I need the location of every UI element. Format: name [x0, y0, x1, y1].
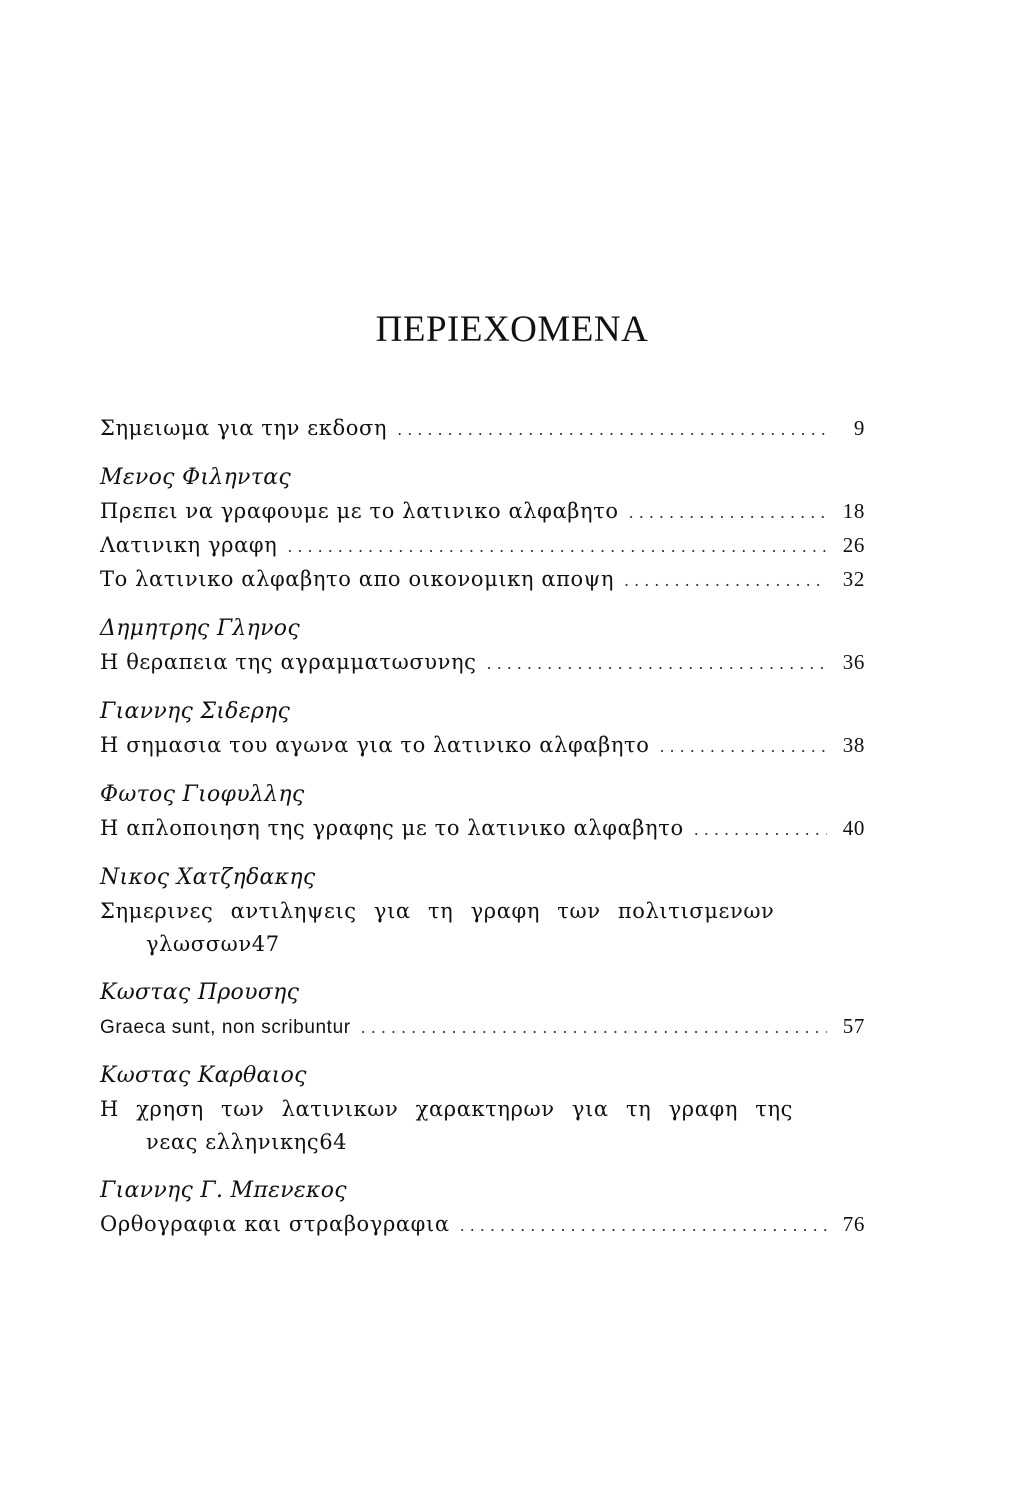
toc-entry-page: 47 — [251, 932, 280, 956]
toc-entry-title: Η χρηση των λατινικων χαρακτηρων για τη γραφη της — [100, 1097, 794, 1121]
toc-section — [100, 461, 865, 597]
toc-section — [100, 1174, 865, 1242]
toc-entry-title: Σημερινες αντιληψεις για τη γραφη των πολιτισμενων — [100, 899, 775, 923]
toc-entry-title: Σημειωμα για την εκδοση — [100, 416, 388, 440]
toc-entry[interactable] — [100, 729, 865, 763]
dot-leader — [659, 730, 827, 763]
toc-entry[interactable] — [100, 529, 865, 563]
toc-entry-page: 9 — [853, 416, 865, 440]
toc-entry[interactable] — [100, 495, 865, 529]
toc-entry-title-cont: νεας ελληνικης — [146, 1130, 320, 1154]
dot-leader — [397, 413, 827, 446]
toc-entry-title-cont: γλωσσων — [146, 932, 252, 956]
toc-entry[interactable] — [100, 563, 865, 597]
toc-entry-page: 76 — [842, 1212, 865, 1236]
toc-section — [100, 612, 865, 680]
toc-entry[interactable] — [100, 1010, 865, 1044]
toc-entry-page: 64 — [319, 1130, 348, 1154]
toc-author: Κωστας Καρθαιος — [100, 1063, 307, 1088]
toc-entry-continuation — [100, 1126, 865, 1159]
dot-leader — [624, 564, 827, 597]
toc-author: Μενος Φιληντας — [100, 465, 291, 490]
toc-entry-title: Ορθογραφια και στραβογραφια — [100, 1212, 450, 1236]
toc-author: Γιαννης Σιδερης — [100, 699, 291, 724]
toc-author: Δημητρης Γληνος — [100, 616, 300, 641]
toc-entry-page: 40 — [842, 816, 865, 840]
dot-leader — [361, 1011, 827, 1044]
toc-author: Φωτος Γιοφυλλης — [100, 782, 305, 807]
dot-leader — [460, 1209, 827, 1242]
toc-entry[interactable] — [100, 895, 865, 961]
toc-section — [100, 695, 865, 763]
table-of-contents — [100, 412, 865, 1257]
toc-entry-continuation — [100, 928, 865, 961]
toc-entry[interactable] — [100, 412, 865, 446]
toc-author: Νικος Χατζηδακης — [100, 865, 316, 890]
page-title: ΠΕΡΙΕΧΟΜΕΝΑ — [375, 309, 649, 350]
toc-entry-page: 26 — [842, 533, 865, 557]
toc-author: Κωστας Προυσης — [100, 980, 300, 1005]
toc-entry-title: Πρεπει να γραφουμε με το λατινικο αλφαβητο — [100, 499, 619, 523]
toc-entry-title: Το λατινικο αλφαβητο απο οικονομικη αποψη — [100, 567, 615, 591]
toc-entry[interactable] — [100, 812, 865, 846]
toc-entry-page: 57 — [842, 1014, 865, 1038]
dot-leader — [694, 813, 827, 846]
toc-entry-title: Η σημασια του αγωνα για το λατινικο αλφαβητο — [100, 733, 650, 757]
toc-entry-page: 36 — [842, 650, 865, 674]
toc-entry-page: 32 — [842, 567, 865, 591]
dot-leader — [487, 647, 827, 680]
toc-section — [100, 1059, 865, 1159]
toc-section — [100, 861, 865, 961]
dot-leader — [629, 496, 827, 529]
toc-entry-title: Graeca sunt, non scribuntur — [100, 1017, 351, 1038]
toc-entry-page: 38 — [842, 733, 865, 757]
dot-leader — [287, 530, 827, 563]
toc-entry[interactable] — [100, 646, 865, 680]
toc-entry-page: 18 — [842, 499, 865, 523]
toc-entry-title: Η απλοποιηση της γραφης με το λατινικο αλφαβητο — [100, 816, 684, 840]
toc-section — [100, 778, 865, 846]
toc-entry-title: Λατινικη γραφη — [100, 533, 278, 557]
toc-section-intro — [100, 412, 865, 446]
toc-entry[interactable] — [100, 1093, 865, 1159]
toc-entry-title: Η θεραπεια της αγραμματωσυνης — [100, 650, 477, 674]
toc-entry[interactable] — [100, 1208, 865, 1242]
toc-section — [100, 976, 865, 1044]
toc-author: Γιαννης Γ. Μπενεκος — [100, 1178, 347, 1203]
